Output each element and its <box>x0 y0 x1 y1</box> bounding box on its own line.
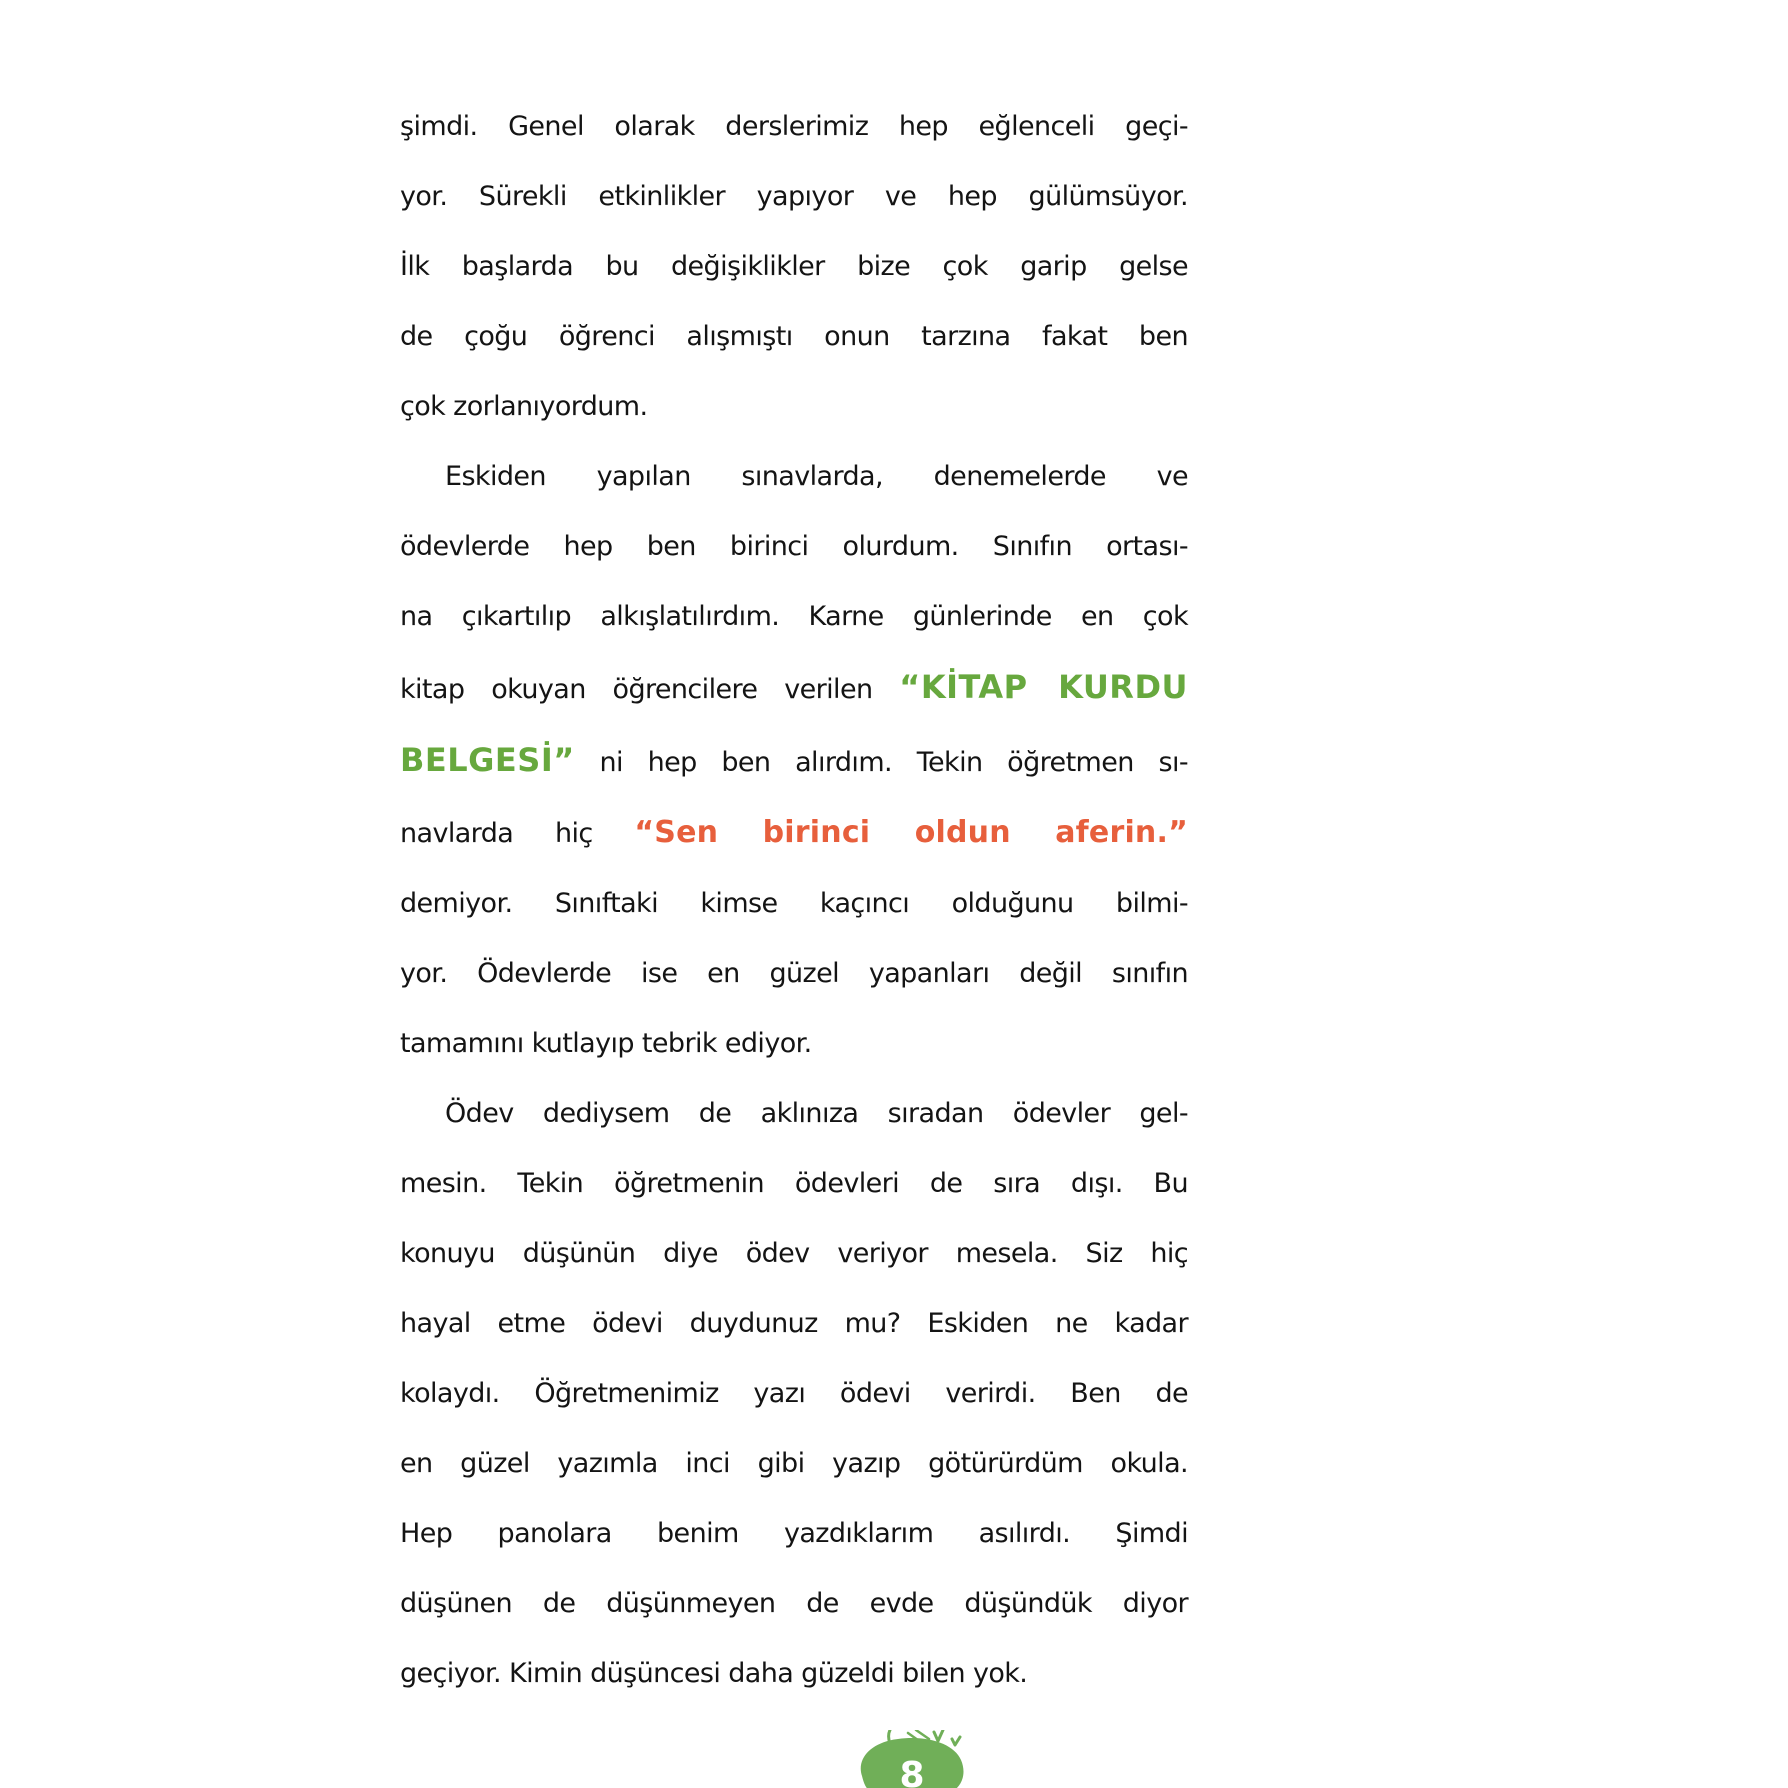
text-line <box>400 1219 1188 1289</box>
text-run: navlarda hiç <box>400 818 635 849</box>
text-line <box>400 869 1188 939</box>
text-run: düşünen de düşünmeyen de evde düşündük diyor <box>400 1588 1188 1619</box>
text-line <box>400 232 1188 302</box>
text-line <box>400 798 1188 869</box>
text-run: en güzel yazımla inci gibi yazıp götürürdüm okula. <box>400 1448 1188 1479</box>
text-line <box>400 1289 1188 1359</box>
text-run: kitap okuyan öğrencilere verilen <box>400 674 900 705</box>
text-line <box>400 372 1188 442</box>
text-run: şimdi. Genel olarak derslerimiz hep eğlenceli geçi- <box>400 111 1188 142</box>
text-line <box>400 92 1188 162</box>
text-run: mesin. Tekin öğretmenin ödevleri de sıra dışı. Bu <box>400 1168 1188 1199</box>
text-line <box>400 512 1188 582</box>
sprout-v-icon <box>934 1730 943 1741</box>
text-line <box>400 1639 1188 1709</box>
sprout-v-icon <box>952 1737 960 1745</box>
text-run: İlk başlarda bu değişiklikler bize çok garip gelse <box>400 251 1188 282</box>
text-line <box>400 1359 1188 1429</box>
text-run: konuyu düşünün diye ödev veriyor mesela. Siz hiç <box>400 1238 1188 1269</box>
text-run: Hep panolara benim yazdıklarım asılırdı. Şimdi <box>400 1518 1188 1549</box>
text-run: kolaydı. Öğretmenimiz yazı ödevi verirdi. Ben de <box>400 1378 1188 1409</box>
text-run: yor. Ödevlerde ise en güzel yapanları değil sınıfın <box>400 958 1188 989</box>
text-line <box>400 939 1188 1009</box>
page-number: 8 <box>899 1755 925 1788</box>
page-text <box>400 92 1188 1709</box>
text-run: tamamını kutlayıp tebrik ediyor. <box>400 1028 812 1059</box>
text-line <box>400 1079 1188 1149</box>
text-line <box>400 1009 1188 1079</box>
text-line <box>400 1569 1188 1639</box>
text-line <box>400 1429 1188 1499</box>
text-line <box>400 725 1188 798</box>
highlight-orange: “Sen birinci oldun aferin.” <box>634 815 1188 850</box>
text-line <box>400 302 1188 372</box>
page-number-blob <box>852 1730 976 1788</box>
text-run: hayal etme ödevi duydunuz mu? Eskiden ne kadar <box>400 1308 1188 1339</box>
text-line <box>400 1499 1188 1569</box>
text-line <box>400 582 1188 652</box>
text-run: çok zorlanıyordum. <box>400 391 648 422</box>
highlight-green: BELGESİ” <box>400 741 575 779</box>
text-run: de çoğu öğrenci alışmıştı onun tarzına fakat ben <box>400 321 1188 352</box>
text-run: Ödev dediysem de aklınıza sıradan ödevler gel- <box>445 1098 1188 1129</box>
text-run: na çıkartılıp alkışlatılırdım. Karne günlerinde en çok <box>400 601 1188 632</box>
text-line <box>400 442 1188 512</box>
text-line <box>400 652 1188 725</box>
grass-slash-icon <box>916 1730 929 1739</box>
text-run: ödevlerde hep ben birinci olurdum. Sınıfın ortası- <box>400 531 1188 562</box>
text-line <box>400 162 1188 232</box>
text-line <box>400 1149 1188 1219</box>
text-run: Eskiden yapılan sınavlarda, denemelerde ve <box>445 461 1188 492</box>
text-run: geçiyor. Kimin düşüncesi daha güzeldi bilen yok. <box>400 1658 1028 1689</box>
text-run: ni hep ben alırdım. Tekin öğretmen sı- <box>574 747 1188 778</box>
highlight-green: “KİTAP KURDU <box>899 668 1188 706</box>
text-run: yor. Sürekli etkinlikler yapıyor ve hep gülümsüyor. <box>400 181 1188 212</box>
text-run: demiyor. Sınıftaki kimse kaçıncı olduğunu bilmi- <box>400 888 1188 919</box>
